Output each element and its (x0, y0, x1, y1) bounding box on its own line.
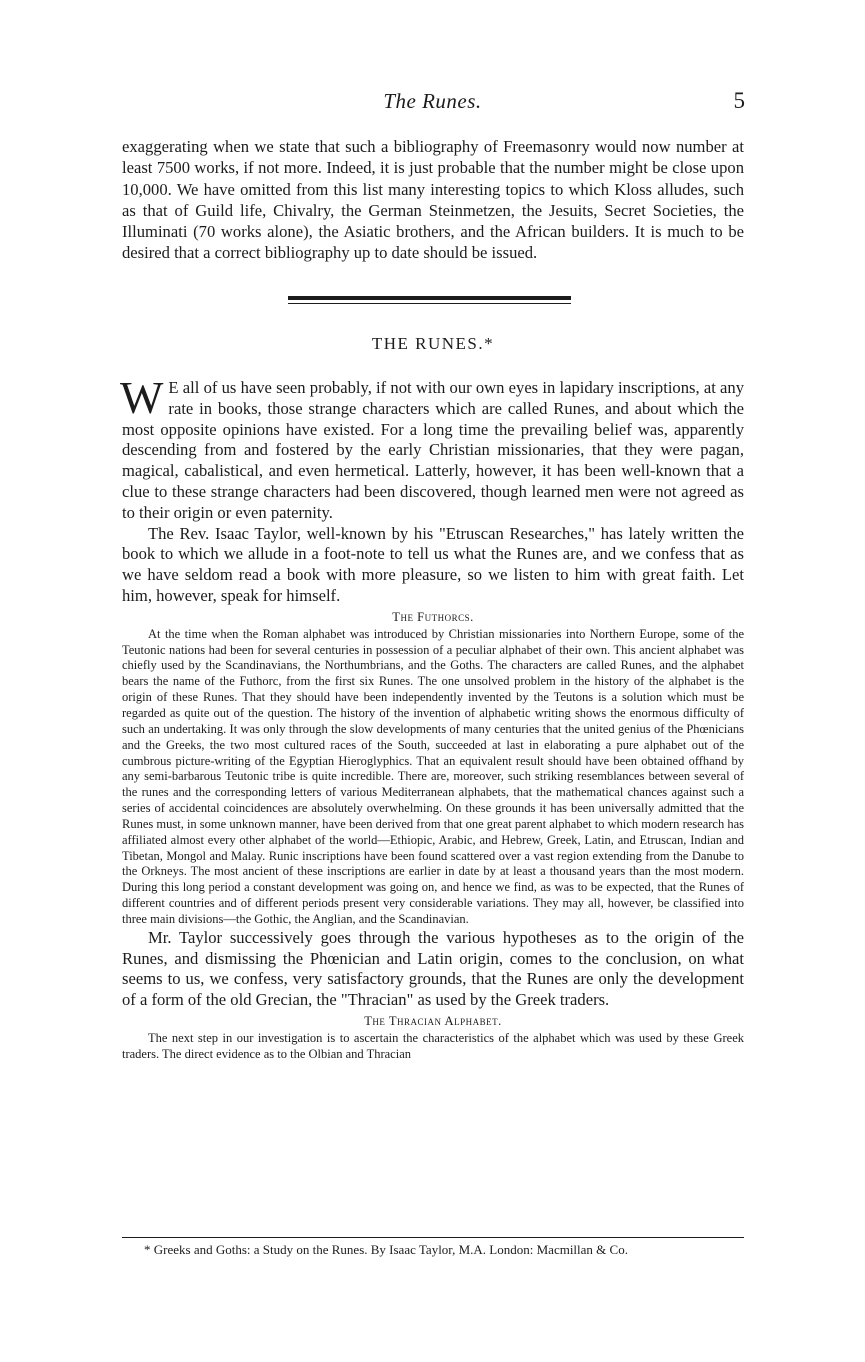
article-paragraph-1 (120, 372, 744, 524)
subheading-thracian-alphabet: The Thracian Alphabet. (364, 1013, 502, 1028)
article-paragraph-2: The Rev. Isaac Taylor, well-known by his "Etruscan Researches," has lately written the book to which we allude in a foot-note to tell us what the Runes are, and we confess that as we have seldom read a book with more pleasure, so we listen to him with great faith. Let him, however, speak for himself. (122, 523, 744, 605)
intro-paragraph: exaggerating when we state that such a bibliography of Freemasonry would now number at least 7500 works, if not more. Indeed, it is just probable that the number might be close upon 10,000. We have omitted from this list many interesting topics to which Kloss alludes, such as that of Guild life, Chivalry, the German Steinmetzen, the Jesuits, Secret Societies, the Illuminati (70 works alone), the Asiatic brothers, and the African builders. It is much to be desired that a correct bibliography up to date should be issued. (122, 137, 744, 263)
footnote-text: * Greeks and Goths: a Study on the Runes. By Isaac Taylor, M.A. London: Macmillan & Co. (144, 1242, 628, 1257)
footnote (122, 1241, 744, 1258)
article-body (120, 372, 744, 1063)
running-head (120, 86, 745, 116)
article-paragraph-3: Mr. Taylor successively goes through the various hypotheses as to the origin of the Runes, and dismissing the Phœnician and Latin origin, comes to the conclusion, on what seems to us, we confess, very satisfactory grounds, that the Runes are only the development of a form of the old Grecian, the "Thracian" as used by the Greek traders. (122, 927, 744, 1010)
intro-section (122, 136, 744, 264)
block-quote-futhorcs: At the time when the Roman alphabet was introduced by Christian missionaries into Northern Europe, some of the Teutonic nations had been for several centuries in possession of a peculiar alphabet of their own. This ancient alphabet was chiefly used by the Scandinavians, the Northumbrians, and the Goths. The characters are called Runes, and the alphabet bears the name of the Futhorc, from the first six Runes. The one unsolved problem in the history of the alphabet is the origin of these Runes. That they should have been independently invented by the Teutons is a solution which must be regarded as quite out of the question. The history of the invention of alphabetic writing shows the enormous difficulty of such an undertaking. It was only through the slow developments of many centuries that the united genius of the Phœnicians and the Greeks, the two most cultured races of the South, succeeded at last in elaborating a pure alphabet out of the cumbrous picture-writing of the Egyptian Hieroglyphics. That an equivalent result should have been obtained offhand by any semi-barbarous Teutonic tribe is quite incredible. There are, moreover, such striking resemblances between several of the runes and the corresponding letters of various Mediterranean alphabets, that the mathematical chances against such a series of accidental coincidences are absolutely overwhelming. On these grounds it has been universally admitted that the Runes must, in some unknown manner, have been derived from that one great parent alphabet to which modern research has affiliated almost every other alphabet of the world—Ethiopic, Arabic, and Hebrew, Greek, Latin, and Etruscan, Indian and Tibetan, Mongol and Malay. Runic inscriptions have been found scattered over a vast region extending from the Danube to the Orkneys. The most ancient of these inscriptions are earlier in date by at least a thousand years than the most modern. During this long period a constant development was going on, and hence we find, as was to be expected, that the Runes of different countries and of different periods present very considerable variations. They may all, however, be classified into three main divisions—the Gothic, the Anglian, and the Scandinavian. (122, 626, 744, 926)
footnote-divider (122, 1237, 744, 1238)
page-number: 5 (733, 88, 745, 113)
running-title: The Runes. (383, 89, 482, 113)
section-divider-thick (288, 296, 571, 300)
article-paragraph-1-text: E all of us have seen probably, if not with our own eyes in lapidary inscriptions, at any rate in books, those strange characters which are called Runes, and about which the most opposite opinions have existed. For a long time the prevailing belief was, apparently descending from and fostered by the early Christian missionaries, that they were pagan, magical, cabalistical, and even hermetical. Latterly, however, it has been well-known that a clue to these strange characters had been discovered, though learned men were not agreed as to their origin or even paternity. (122, 378, 744, 522)
subheading-futhorcs: The Futhorcs. (392, 609, 474, 624)
section-divider-thin (288, 303, 571, 304)
article-title: THE RUNES.* (371, 334, 495, 353)
block-quote-thracian: The next step in our investigation is to ascertain the characteristics of the alphabet which was used by these Greek traders. The direct evidence as to the Olbian and Thracian (122, 1030, 744, 1061)
drop-cap: W (120, 372, 164, 423)
